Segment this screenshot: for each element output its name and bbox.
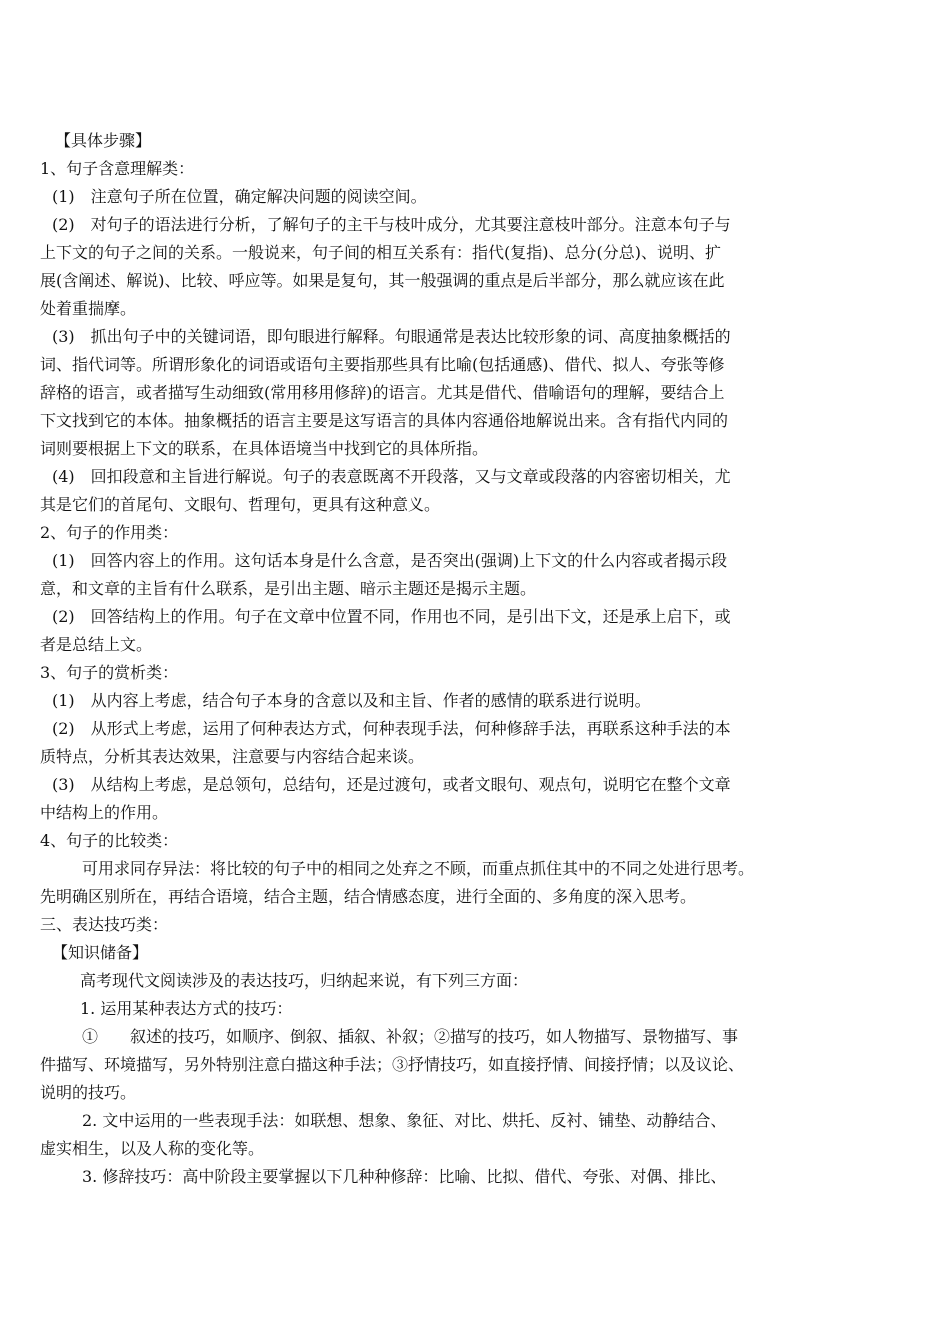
text-line: 3. 修辞技巧：高中阶段主要掌握以下几种种修辞：比喻、比拟、借代、夸张、对偶、排比、: [82, 1167, 727, 1186]
text-line: 者是总结上文。: [40, 635, 153, 654]
text-line: 说明的技巧。: [40, 1083, 137, 1102]
text-line: (4) 回扣段意和主旨进行解说。句子的表意既离不开段落，又与文章或段落的内容密切相关，尤: [52, 467, 731, 486]
text-line: 中结构上的作用。: [40, 803, 169, 822]
text-line: 2. 文中运用的一些表现手法：如联想、想象、象征、对比、烘托、反衬、铺垫、动静结合、: [82, 1111, 727, 1130]
text-line: (3) 从结构上考虑，是总领句，总结句，还是过渡句，或者文眼句、观点句，说明它在整个文章: [52, 775, 731, 794]
text-line: (1) 回答内容上的作用。这句话本身是什么含意，是否突出(强调)上下文的什么内容或者揭示段: [52, 551, 728, 570]
section-heading-knowledge-reserve: 【知识储备】: [52, 943, 149, 962]
text-line: (3) 抓出句子中的关键词语，即句眼进行解释。句眼通常是表达比较形象的词、高度抽象概括的: [52, 327, 731, 346]
text-line: 件描写、环境描写，另外特别注意白描这种手法；③抒情技巧，如直接抒情、间接抒情；以及议论、: [40, 1055, 745, 1074]
subheading-sentence-appreciation: 3、句子的赏析类：: [40, 663, 179, 682]
text-line: 其是它们的首尾句、文眼句、哲理句，更具有这种意义。: [40, 495, 441, 514]
text-line: 上下文的句子之间的关系。一般说来，句子间的相互关系有：指代(复指)、总分(分总)、说明、扩: [40, 243, 721, 262]
text-line: 高考现代文阅读涉及的表达技巧，归纳起来说，有下列三方面：: [80, 971, 529, 990]
text-line: 展(含阐述、解说)、比较、呼应等。如果是复句，其一般强调的重点是后半部分，那么就应该在此: [40, 271, 725, 290]
text-line: 下文找到它的本体。抽象概括的语言主要是这写语言的具体内容通俗地解说出来。含有指代内同的: [40, 411, 729, 430]
subheading-sentence-function: 2、句子的作用类：: [40, 523, 179, 542]
text-line: (2) 从形式上考虑，运用了何种表达方式，何种表现手法，何种修辞手法，再联系这种手法的本: [52, 719, 731, 738]
text-line: 辞格的语言，或者描写生动细致(常用移用修辞)的语言。尤其是借代、借喻语句的理解，要结合上: [40, 383, 725, 402]
section-heading-specific-steps: 【具体步骤】: [55, 131, 152, 150]
text-line: 质特点，分析其表达效果，注意要与内容结合起来谈。: [40, 747, 425, 766]
text-line: 先明确区别所在，再结合语境，结合主题，结合情感态度，进行全面的、多角度的深入思考。: [40, 887, 697, 906]
text-line: 1. 运用某种表达方式的技巧：: [80, 999, 293, 1018]
text-line: 意，和文章的主旨有什么联系，是引出主题、暗示主题还是揭示主题。: [40, 579, 537, 598]
section-heading-expression-techniques: 三、表达技巧类：: [40, 915, 169, 934]
text-line: 词则要根据上下文的联系，在具体语境当中找到它的具体所指。: [40, 439, 489, 458]
text-line: (2) 回答结构上的作用。句子在文章中位置不同，作用也不同，是引出下文，还是承上启下，或: [52, 607, 731, 626]
subheading-sentence-comparison: 4、句子的比较类：: [40, 831, 179, 850]
text-line: 可用求同存异法：将比较的句子中的相同之处弃之不顾，而重点抓住其中的不同之处进行思考。: [82, 859, 755, 878]
text-line: ① 叙述的技巧，如顺序、倒叙、插叙、补叙；②描写的技巧，如人物描写、景物描写、事: [82, 1027, 739, 1046]
text-line: (1) 从内容上考虑，结合句子本身的含意以及和主旨、作者的感情的联系进行说明。: [52, 691, 651, 710]
subheading-sentence-meaning: 1、句子含意理解类：: [40, 159, 195, 178]
text-line: (2) 对句子的语法进行分析，了解句子的主干与枝叶成分，尤其要注意枝叶部分。注意本句子与: [52, 215, 731, 234]
text-line: 词、指代词等。所谓形象化的词语或语句主要指那些具有比喻(包括通感)、借代、拟人、夸张等修: [40, 355, 725, 374]
text-line: (1) 注意句子所在位置，确定解决问题的阅读空间。: [52, 187, 427, 206]
text-line: 虚实相生，以及人称的变化等。: [40, 1139, 265, 1158]
text-line: 处着重揣摩。: [40, 299, 137, 318]
